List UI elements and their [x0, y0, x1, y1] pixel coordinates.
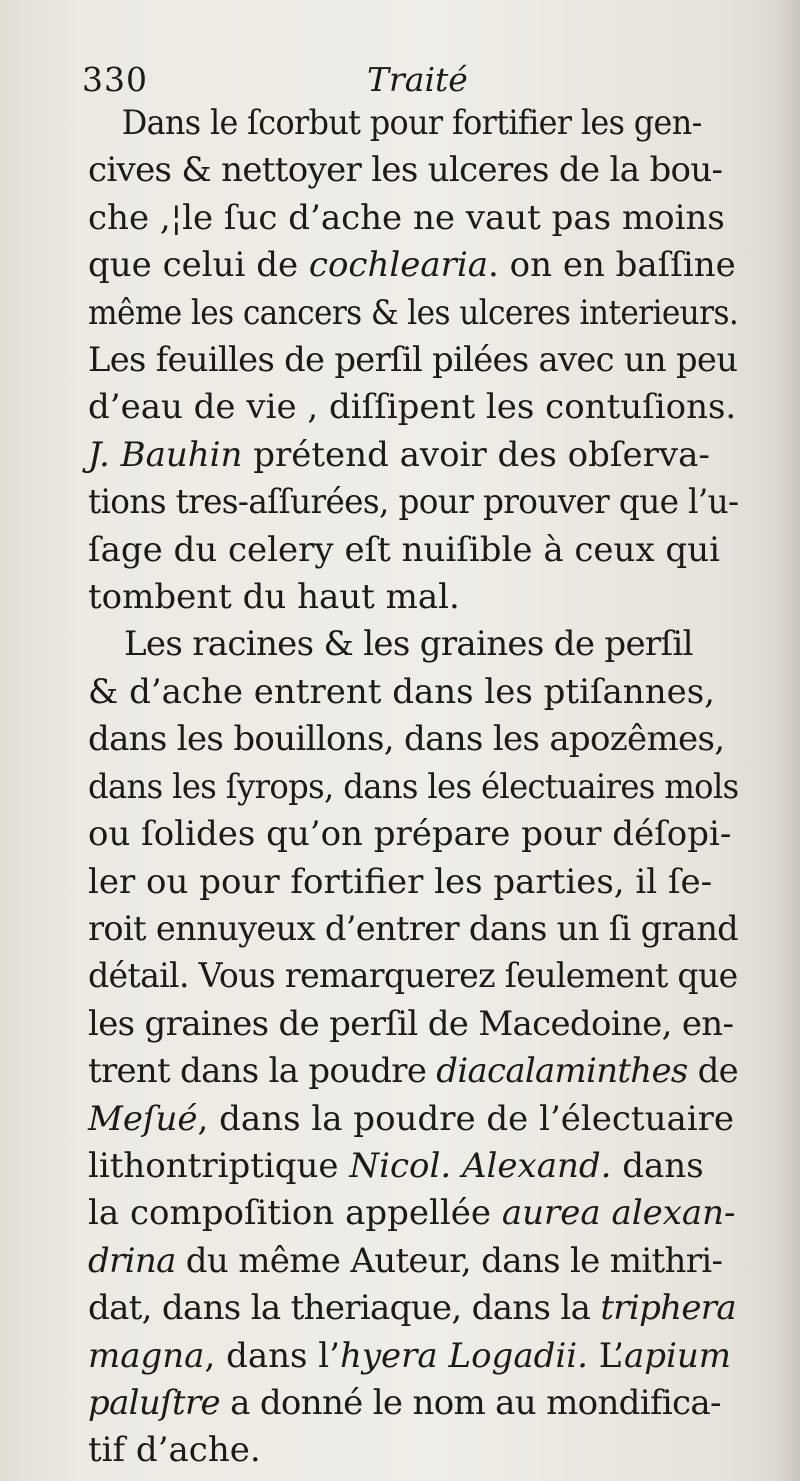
text-run: dans les ſyrops, dans les électuaires mols	[88, 766, 739, 807]
text-run: de	[687, 1051, 739, 1092]
italic-text-run: hyera Logadii.	[339, 1335, 588, 1376]
text-line	[88, 479, 739, 526]
text-run: L’	[587, 1335, 624, 1376]
text-run: a donné le nom au mondifica-	[220, 1382, 721, 1423]
italic-text-run: magna	[88, 1335, 205, 1376]
text-run: tif d’ache.	[88, 1430, 261, 1471]
text-run: che ,¦le ſuc d’ache ne vaut pas moins	[88, 197, 725, 238]
paragraph	[88, 100, 738, 621]
text-line	[88, 195, 738, 242]
text-run: roit ennuyeux d’entrer dans un ſi grand	[88, 908, 739, 949]
text-run: Dans le ſcorbut pour fortifier les gen-	[121, 103, 702, 143]
text-run: tions tres-aſſurées, pour prouver que l’u-	[88, 482, 739, 523]
text-line	[88, 716, 738, 763]
text-run: cives & nettoyer les ulceres de la bou-	[88, 150, 723, 191]
text-run: , dans l’	[204, 1335, 340, 1376]
text-line	[88, 669, 738, 716]
text-line	[88, 290, 739, 337]
text-run: détail. Vous remarquerez ſeulement que	[88, 956, 738, 997]
text-line	[88, 953, 738, 1000]
italic-text-run: diacalaminthes	[436, 1051, 688, 1092]
text-line	[88, 1333, 738, 1380]
text-line	[88, 147, 738, 194]
italic-text-run: aurea alexan-	[501, 1193, 736, 1234]
text-line	[88, 906, 739, 953]
text-line	[88, 384, 738, 431]
page-number: 330	[82, 60, 148, 99]
text-run: prétend avoir des obſerva-	[242, 434, 710, 475]
text-line	[88, 1143, 738, 1190]
text-run: ſage du celery eſt nuiſible à ceux qui	[88, 529, 720, 570]
text-run: lithontriptique	[88, 1145, 350, 1186]
text-line	[88, 811, 738, 858]
text-line	[88, 1048, 739, 1095]
text-line	[88, 100, 702, 147]
text-line	[88, 1427, 738, 1474]
text-run: , dans la poudre de l’électuaire	[197, 1098, 734, 1139]
text-line	[88, 1001, 738, 1048]
text-run: que celui de	[88, 245, 309, 286]
italic-text-run: drina	[88, 1240, 176, 1281]
text-line	[88, 574, 738, 621]
body-text	[88, 100, 738, 1475]
text-line	[88, 1096, 738, 1143]
text-line	[88, 1238, 738, 1285]
text-line	[88, 337, 738, 384]
italic-text-run: paluſtre	[88, 1382, 220, 1423]
text-run: trent dans la poudre	[88, 1051, 437, 1092]
text-run: ou ſolides qu’on prépare pour déſopi-	[88, 814, 732, 855]
text-line	[88, 242, 738, 289]
text-run: dat, dans la theriaque, dans la	[88, 1288, 601, 1329]
text-line	[88, 432, 738, 479]
italic-text-run: J. Bauhin	[88, 434, 243, 475]
italic-text-run: apium	[623, 1335, 732, 1376]
text-run: ler ou pour fortifier les parties, il ſe-	[88, 861, 713, 902]
text-run: du même Auteur, dans le mithri-	[175, 1240, 723, 1281]
text-run: d’eau de vie , diſſipent les contuſions.	[88, 387, 737, 428]
text-run: même les cancers & les ulceres interieurs.	[88, 292, 739, 333]
text-run: tombent du haut mal.	[88, 577, 460, 618]
text-run: & d’ache entrent dans les ptiſannes,	[88, 671, 715, 712]
running-title: Traité	[367, 60, 468, 99]
italic-text-run: Meſué	[88, 1098, 198, 1139]
text-run: dans	[611, 1145, 704, 1186]
text-line	[88, 1190, 738, 1237]
text-line	[88, 621, 738, 668]
text-line	[88, 1380, 738, 1427]
text-line	[88, 764, 739, 811]
text-run: la compoſition appellée	[88, 1193, 502, 1234]
italic-text-run: Nicol. Alexand.	[349, 1145, 612, 1186]
text-line	[88, 859, 738, 906]
text-run: Les feuilles de perſil pilées avec un peu	[88, 340, 738, 381]
text-run: les graines de perſil de Macedoine, en-	[88, 1003, 734, 1044]
page-edge-shadow	[778, 0, 800, 1481]
paragraph	[88, 621, 738, 1474]
text-line	[88, 1285, 738, 1332]
text-run: . on en baſſine	[488, 245, 736, 286]
text-run: Les racines & les graines de perſil	[124, 624, 693, 665]
italic-text-run: triphera	[600, 1288, 736, 1329]
text-run: dans les bouillons, dans les apozêmes,	[88, 719, 725, 760]
italic-text-run: cochlearia	[308, 245, 489, 286]
text-line	[88, 527, 738, 574]
